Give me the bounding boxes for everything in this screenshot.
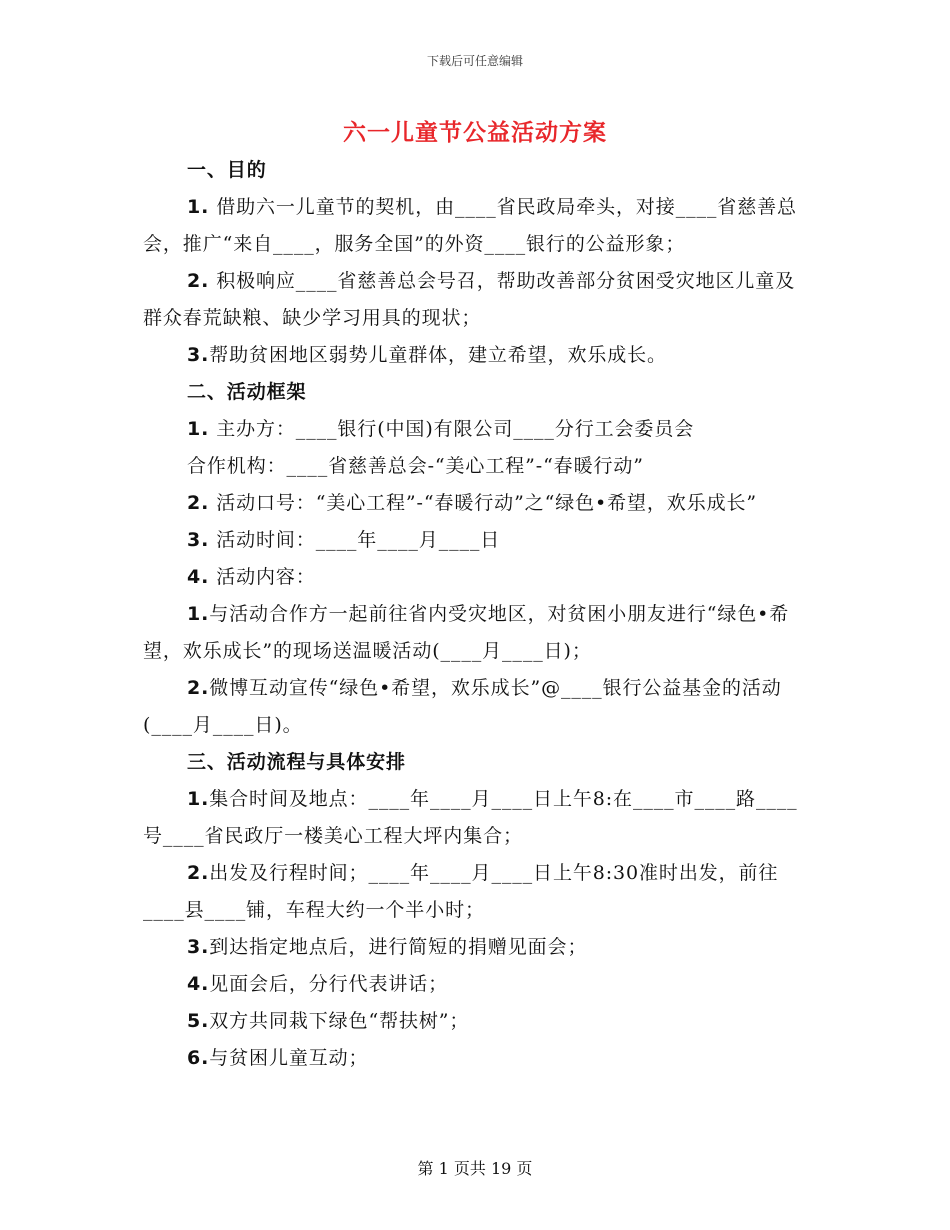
document-body	[143, 152, 813, 1077]
item-number: 5.	[187, 1010, 210, 1032]
paragraph-purpose-3	[143, 337, 813, 374]
paragraph-process-1	[143, 781, 813, 855]
paragraph-process-3	[143, 929, 813, 966]
item-text: 合作机构：____省慈善总会-“美心工程”-“春暖行动”	[187, 455, 644, 477]
item-number: 1.	[187, 418, 210, 440]
item-number: 3.	[187, 344, 210, 366]
item-text: 活动内容：	[216, 566, 316, 588]
item-number: 3.	[187, 529, 210, 551]
item-number: 2.	[187, 862, 210, 884]
item-number: 6.	[187, 1047, 210, 1069]
item-text: 到达指定地点后，进行简短的捐赠见面会；	[209, 936, 588, 958]
item-number: 2.	[187, 270, 210, 292]
paragraph-process-5	[143, 1003, 813, 1040]
page-footer: 第 1 页共 19 页	[417, 1159, 533, 1178]
item-number: 4.	[187, 973, 210, 995]
paragraph-framework-partner	[143, 448, 813, 485]
paragraph-framework-4	[143, 559, 813, 596]
item-text: 见面会后，分行代表讲话；	[209, 973, 449, 995]
item-number: 4.	[187, 566, 210, 588]
item-text: 活动口号：“美心工程”-“春暖行动”之“绿色•希望，欢乐成长”	[216, 492, 758, 514]
item-number: 2.	[187, 677, 210, 699]
item-text: 借助六一儿童节的契机，由____省民政局牵头，对接____省慈善总会，推广“来自____，服务全国”的外资____银行的公益形象；	[143, 196, 797, 255]
paragraph-framework-1	[143, 411, 813, 448]
paragraph-framework-2	[143, 485, 813, 522]
item-text: 集合时间及地点：____年____月____日上午8:在____市____路____号____省民政厅一楼美心工程大坪内集合；	[143, 788, 798, 847]
section-heading-purpose: 一、目的	[187, 159, 267, 181]
paragraph-content-1	[143, 596, 813, 670]
item-number: 3.	[187, 936, 210, 958]
paragraph-process-2	[143, 855, 813, 929]
item-number: 1.	[187, 603, 210, 625]
item-text: 微博互动宣传“绿色•希望，欢乐成长”@____银行公益基金的活动(____月____日)。	[143, 677, 782, 736]
item-text: 出发及行程时间；____年____月____日上午8:30准时出发，前往____县____铺，车程大约一个半小时；	[143, 862, 779, 921]
section-heading-process: 三、活动流程与具体安排	[187, 751, 406, 773]
paragraph-purpose-2	[143, 263, 813, 337]
document-title: 六一儿童节公益活动方案	[343, 120, 607, 146]
item-text: 活动时间：____年____月____日	[216, 529, 501, 551]
paragraph-purpose-1	[143, 189, 813, 263]
item-text: 与贫困儿童互动；	[209, 1047, 369, 1069]
paragraph-framework-3	[143, 522, 813, 559]
item-number: 1.	[187, 196, 210, 218]
paragraph-process-6	[143, 1040, 813, 1077]
page-header: 下载后可任意编辑	[426, 54, 523, 68]
item-text: 双方共同栽下绿色“帮扶树”；	[209, 1010, 470, 1032]
item-number: 2.	[187, 492, 210, 514]
paragraph-content-2	[143, 670, 813, 744]
paragraph-process-4	[143, 966, 813, 1003]
item-text: 积极响应____省慈善总会号召，帮助改善部分贫困受灾地区儿童及群众春荒缺粮、缺少学习用具的现状；	[143, 270, 796, 329]
item-number: 1.	[187, 788, 210, 810]
item-text: 主办方：____银行(中国)有限公司____分行工会委员会	[216, 418, 695, 440]
item-text: 帮助贫困地区弱势儿童群体，建立希望，欢乐成长。	[209, 344, 667, 366]
item-text: 与活动合作方一起前往省内受灾地区，对贫困小朋友进行“绿色•希望，欢乐成长”的现场送温暖活动(____月____日)；	[143, 603, 790, 662]
section-heading-framework: 二、活动框架	[187, 381, 307, 403]
